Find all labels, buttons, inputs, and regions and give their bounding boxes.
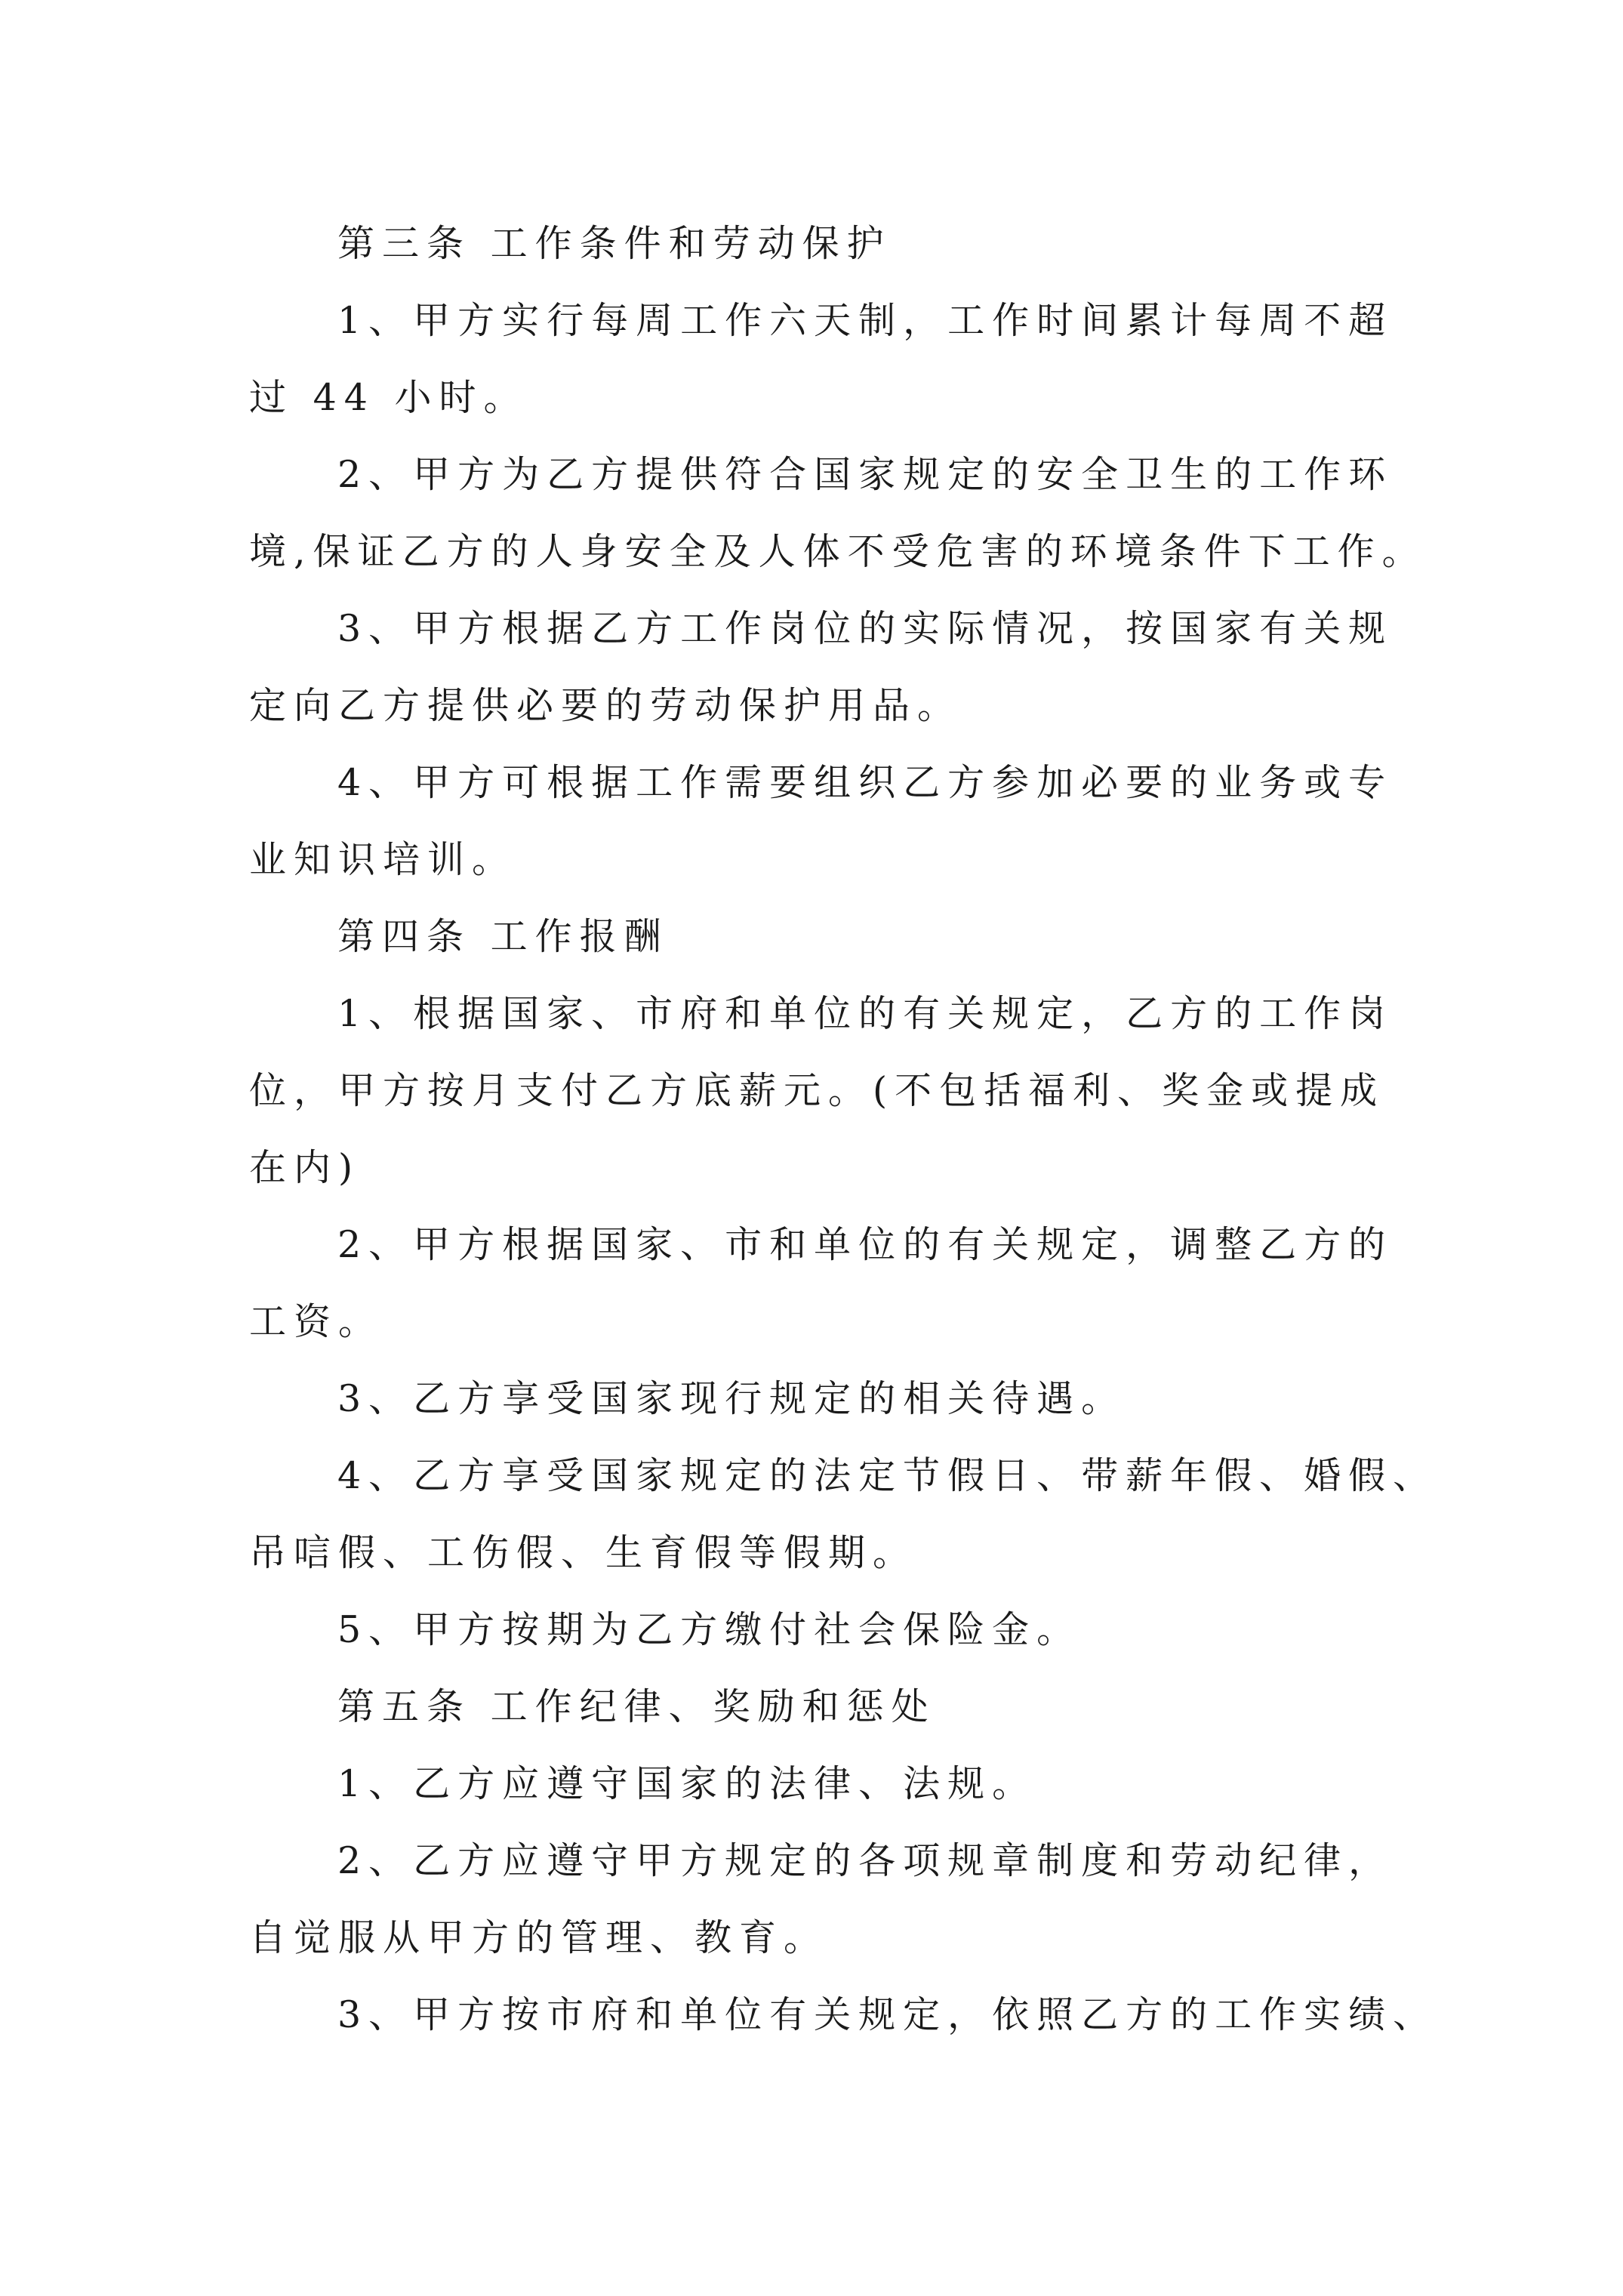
paragraph-line: 2、甲方根据国家、市和单位的有关规定，调整乙方的 xyxy=(337,1223,1394,1266)
paragraph-line: 业知识培训。 xyxy=(249,838,517,881)
paragraph-line: 1、乙方应遵守国家的法律、法规。 xyxy=(337,1762,1037,1805)
paragraph-line: 1、根据国家、市府和单位的有关规定，乙方的工作岗 xyxy=(337,992,1394,1035)
paragraph-line: 5、甲方按期为乙方缴付社会保险金。 xyxy=(337,1608,1082,1651)
paragraph-line: 4、甲方可根据工作需要组织乙方参加必要的业务或专 xyxy=(337,761,1394,804)
paragraph-line: 4、乙方享受国家规定的法定节假日、带薪年假、婚假、 xyxy=(337,1454,1438,1497)
paragraph-line: 2、乙方应遵守甲方规定的各项规章制度和劳动纪律， xyxy=(337,1839,1394,1882)
paragraph-line: 境,保证乙方的人身安全及人体不受危害的环境条件下工作。 xyxy=(249,530,1427,573)
paragraph-line: 3、甲方根据乙方工作岗位的实际情况，按国家有关规 xyxy=(337,607,1394,650)
paragraph-line: 自觉服从甲方的管理、教育。 xyxy=(249,1916,829,1959)
paragraph-line: 3、乙方享受国家现行规定的相关待遇。 xyxy=(337,1377,1126,1420)
paragraph-line: 2、甲方为乙方提供符合国家规定的安全卫生的工作环 xyxy=(337,453,1394,496)
article-heading: 第三条 工作条件和劳动保护 xyxy=(337,222,892,265)
paragraph-line: 位，甲方按月支付乙方底薪元。(不包括福利、奖金或提成 xyxy=(249,1069,1385,1112)
paragraph-line: 3、甲方按市府和单位有关规定，依照乙方的工作实绩、 xyxy=(337,1993,1438,2036)
paragraph-line: 吊唁假、工伤假、生育假等假期。 xyxy=(249,1531,918,1574)
paragraph-line: 1、甲方实行每周工作六天制，工作时间累计每周不超 xyxy=(337,299,1394,342)
paragraph-line: 定向乙方提供必要的劳动保护用品。 xyxy=(249,684,962,727)
paragraph-line: 工资。 xyxy=(249,1300,383,1343)
paragraph-line: 过 44 小时。 xyxy=(249,376,528,419)
article-heading: 第五条 工作纪律、奖励和惩处 xyxy=(337,1685,936,1728)
article-heading: 第四条 工作报酬 xyxy=(337,915,669,958)
contract-text xyxy=(249,205,1438,2054)
paragraph-line: 在内) xyxy=(249,1146,361,1189)
